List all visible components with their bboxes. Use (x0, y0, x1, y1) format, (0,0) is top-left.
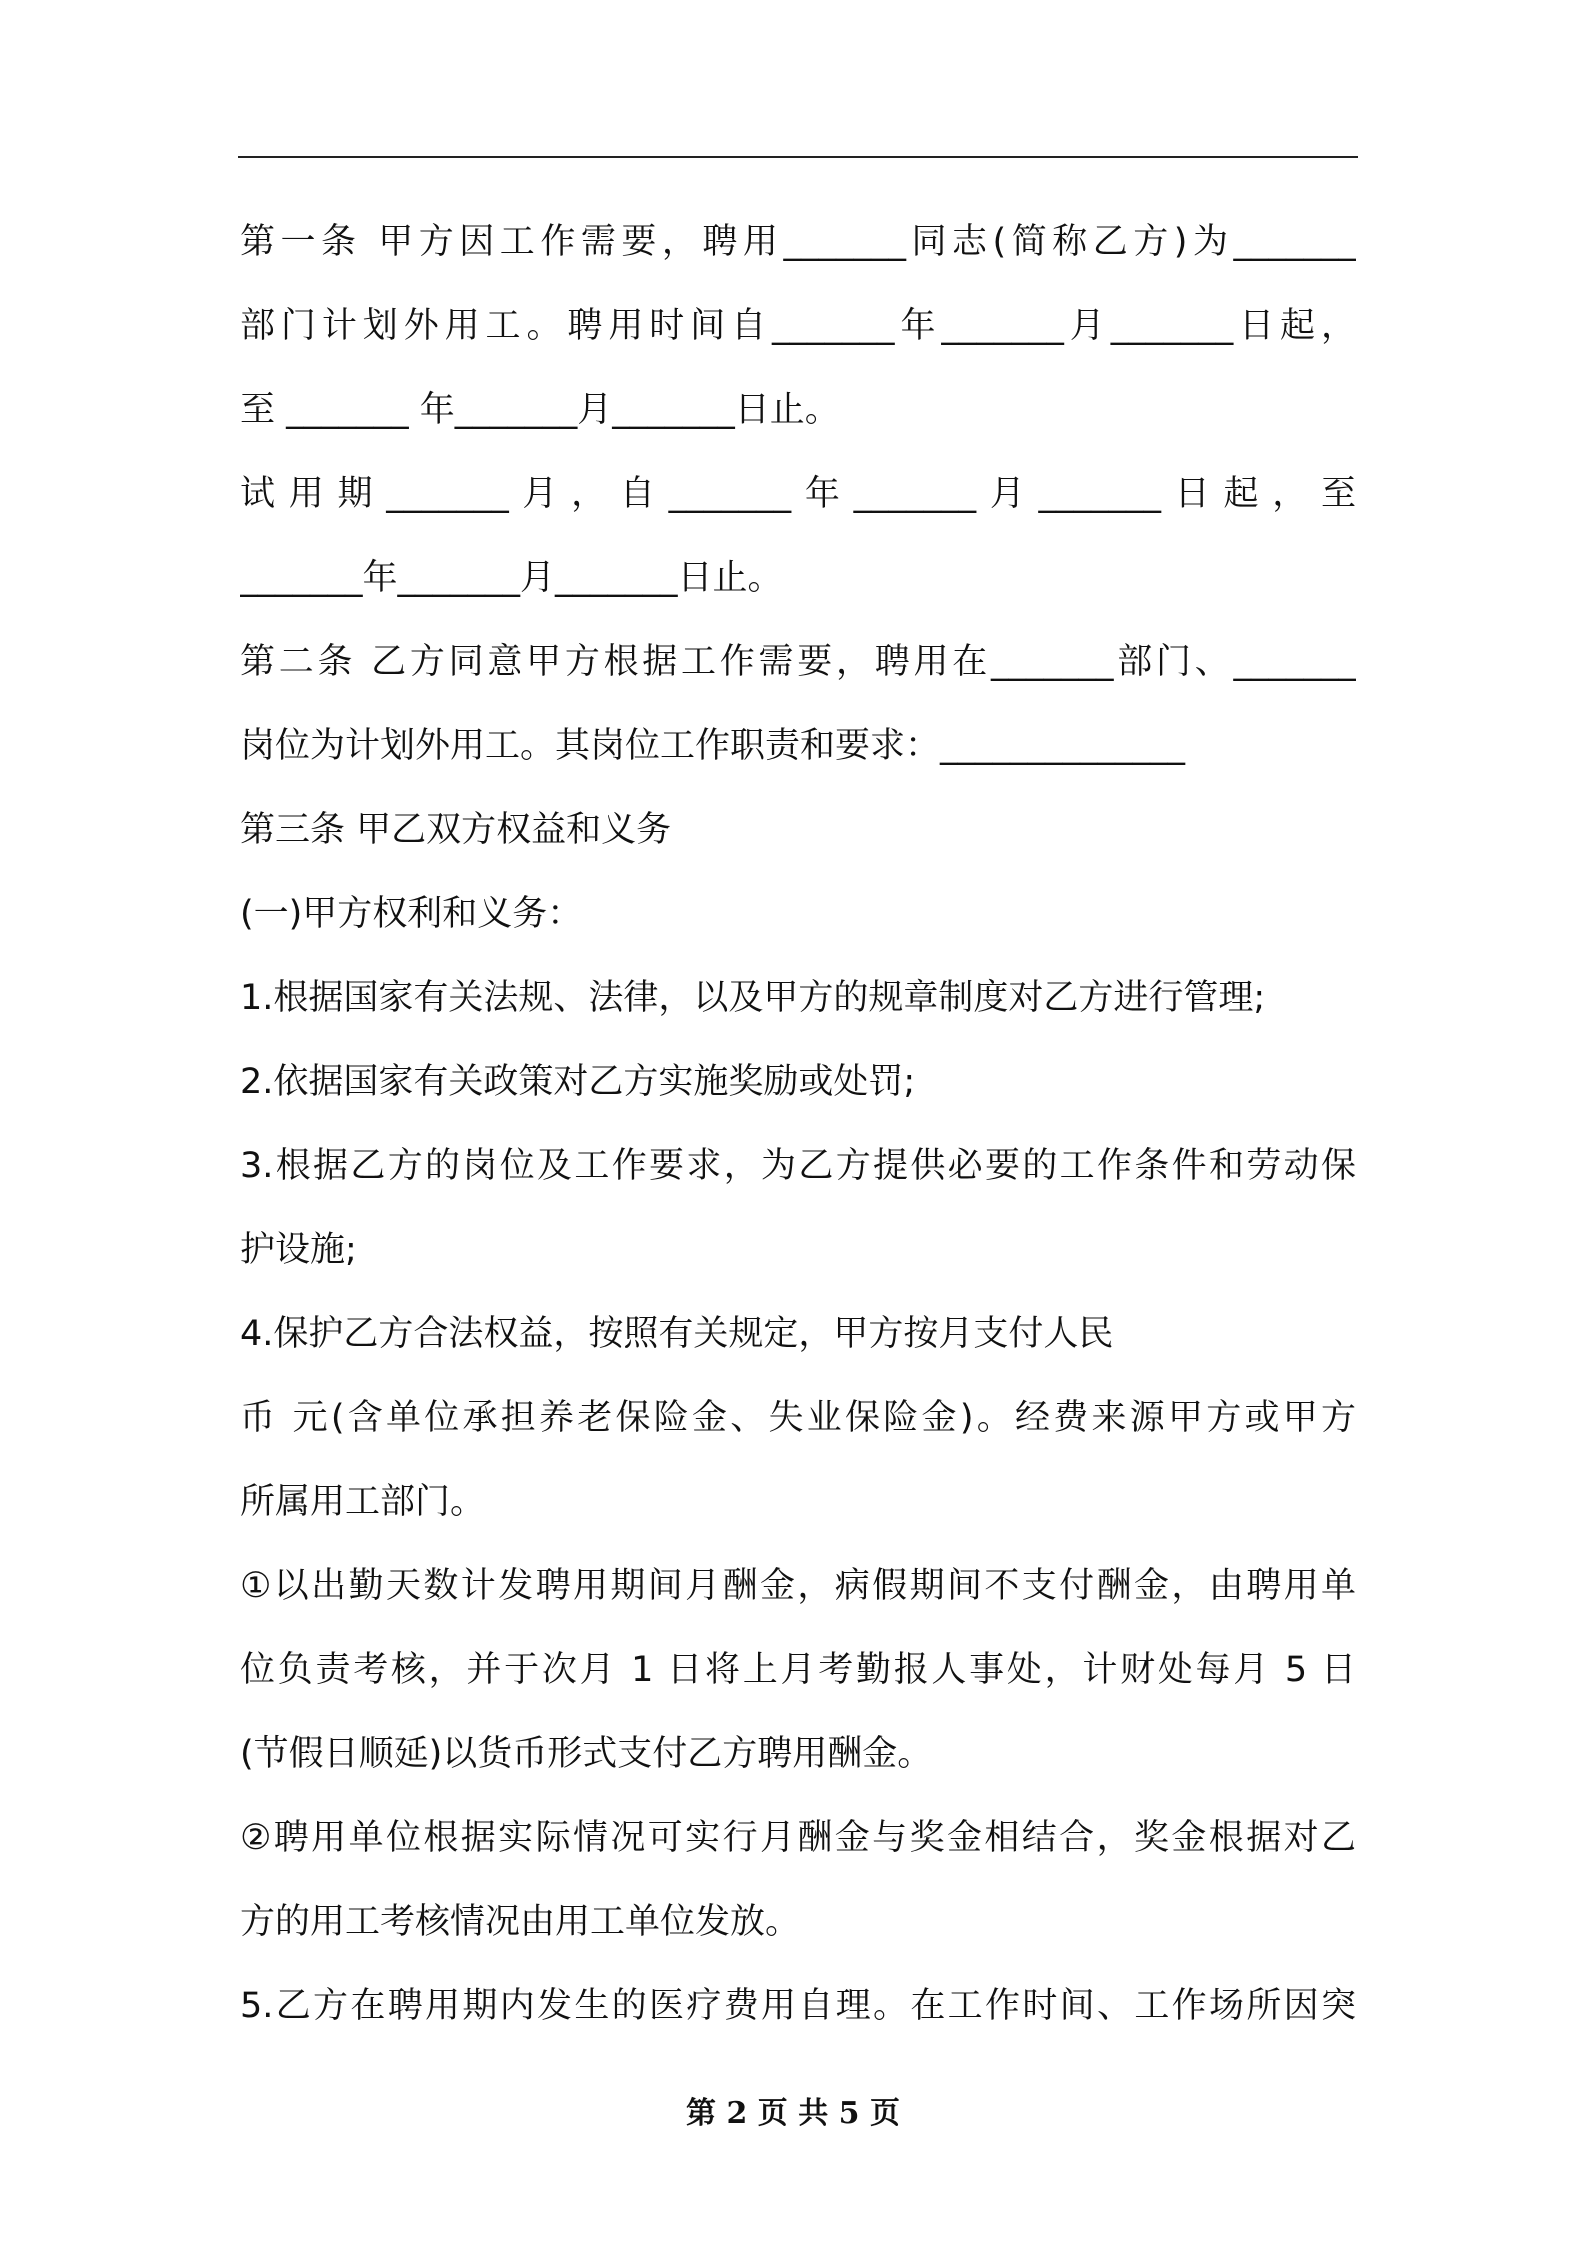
header-rule (238, 156, 1358, 158)
page-number-footer: 第 2 页 共 5 页 (686, 2096, 900, 2131)
text-line: ②聘用单位根据实际情况可实行月酬金与奖金相结合，奖金根据对乙 (240, 1818, 1356, 1858)
text-line: 1.根据国家有关法规、法律，以及甲方的规章制度对乙方进行管理; (240, 978, 1266, 1018)
text-line: 所属用工部门。 (240, 1482, 486, 1522)
text-line: 至 _______ 年_______月_______日止。 (240, 390, 840, 430)
text-line: 5.乙方在聘用期内发生的医疗费用自理。在工作时间、工作场所因突 (240, 1986, 1356, 2026)
text-line: 方的用工考核情况由用工单位发放。 (240, 1902, 801, 1942)
text-line: 4.保护乙方合法权益，按照有关规定，甲方按月支付人民 (240, 1314, 1114, 1354)
text-line: 岗位为计划外用工。其岗位工作职责和要求：______________ (240, 726, 1186, 766)
text-line: 试用期_______月，自_______年_______月_______日起，至 (240, 474, 1356, 514)
text-line: 部门计划外用工。聘用时间自_______年_______月_______日起， (240, 306, 1356, 346)
text-line: 第一条 甲方因工作需要，聘用_______同志(简称乙方)为_______ (240, 222, 1356, 262)
text-line: 位负责考核，并于次月 1 日将上月考勤报人事处，计财处每月 5 日 (240, 1650, 1356, 1690)
text-line: 币 元(含单位承担养老保险金、失业保险金)。经费来源甲方或甲方 (240, 1398, 1356, 1438)
text-line: 第三条 甲乙双方权益和义务 (240, 810, 672, 850)
document-body (240, 200, 1356, 2048)
text-line: 3.根据乙方的岗位及工作要求，为乙方提供必要的工作条件和劳动保 (240, 1146, 1356, 1186)
text-line: 第二条 乙方同意甲方根据工作需要，聘用在_______部门、_______ (240, 642, 1356, 682)
text-line: 2.依据国家有关政策对乙方实施奖励或处罚; (240, 1062, 916, 1102)
text-line: 护设施; (240, 1230, 357, 1270)
text-line: _______年_______月_______日止。 (240, 558, 783, 598)
text-line: ①以出勤天数计发聘用期间月酬金，病假期间不支付酬金，由聘用单 (240, 1566, 1356, 1606)
text-line: (一)甲方权利和义务： (240, 894, 583, 934)
text-line: (节假日顺延)以货币形式支付乙方聘用酬金。 (240, 1734, 933, 1774)
